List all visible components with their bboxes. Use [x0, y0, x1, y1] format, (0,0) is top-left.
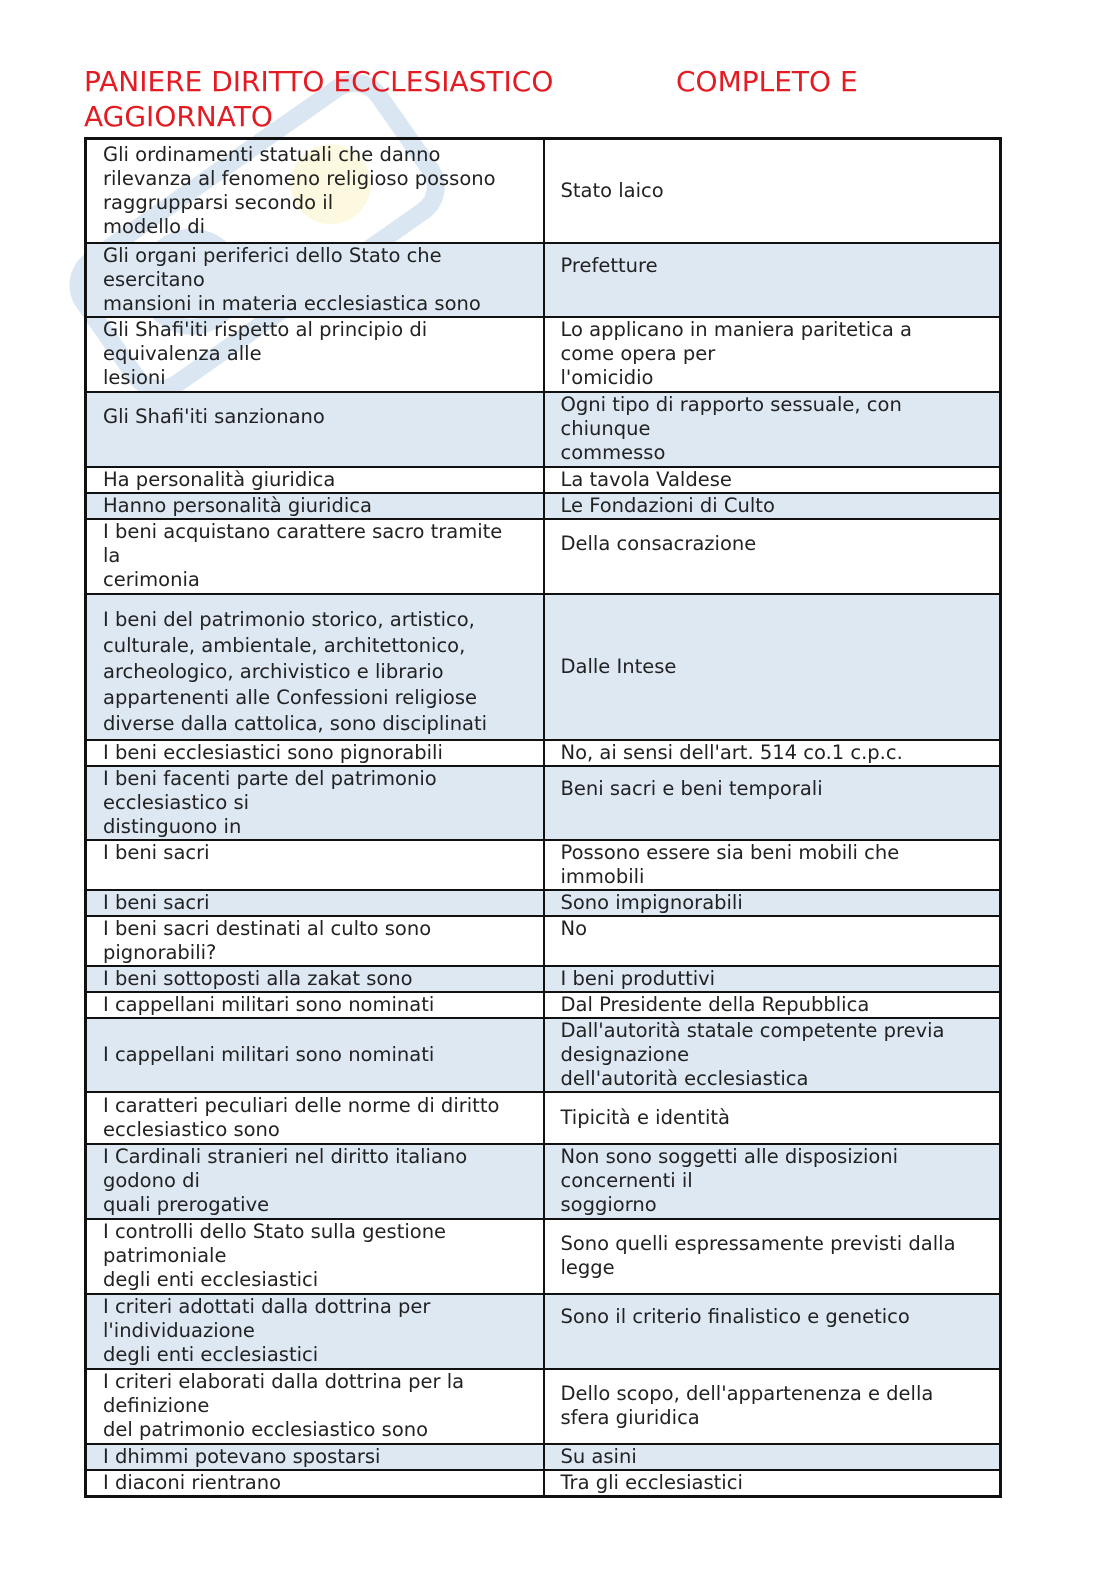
- question-cell: I criteri elaborati dalla dottrina per la definizione del patrimonio ecclesiastico sono: [86, 1369, 544, 1444]
- question-cell: I beni acquistano carattere sacro tramite la cerimonia: [86, 519, 544, 594]
- table-row: [86, 1444, 1001, 1470]
- question-cell: I diaconi rientrano: [86, 1470, 544, 1497]
- table-row: [86, 1144, 1001, 1219]
- answer-cell: Le Fondazioni di Culto: [544, 493, 1001, 519]
- table-row: [86, 916, 1001, 966]
- table-row: [86, 1294, 1001, 1369]
- answer-cell: Dello scopo, dell'appartenenza e della sfera giuridica: [544, 1369, 1001, 1444]
- question-cell: Gli ordinamenti statuali che danno rilevanza al fenomeno religioso possono raggrupparsi secondo il modello di: [86, 139, 544, 243]
- answer-cell: Sono il criterio finalistico e genetico: [544, 1294, 1001, 1369]
- table-row: [86, 890, 1001, 916]
- table-row: [86, 840, 1001, 890]
- answer-cell: Sono quelli espressamente previsti dalla legge: [544, 1219, 1001, 1294]
- table-row: [86, 467, 1001, 493]
- table-row: [86, 243, 1001, 317]
- title-part-3: AGGIORNATO: [84, 100, 273, 133]
- table-row: [86, 493, 1001, 519]
- table-row: [86, 392, 1001, 467]
- answer-cell: Su asini: [544, 1444, 1001, 1470]
- answer-cell: No, ai sensi dell'art. 514 co.1 c.p.c.: [544, 740, 1001, 766]
- answer-cell: Stato laico: [544, 139, 1001, 243]
- answer-cell: Dal Presidente della Repubblica: [544, 992, 1001, 1018]
- question-cell: I Cardinali stranieri nel diritto italiano godono di quali prerogative: [86, 1144, 544, 1219]
- question-cell: I beni del patrimonio storico, artistico, culturale, ambientale, architettonico, archeologico, archivistico e librario appartenenti alle Confessioni religiose diverse dalla cattolica, sono disciplinati: [86, 594, 544, 740]
- title-part-2: COMPLETO E: [676, 65, 858, 98]
- table-row: [86, 317, 1001, 392]
- question-cell: Gli Shafi'iti rispetto al principio di equivalenza alle lesioni: [86, 317, 544, 392]
- answer-cell: I beni produttivi: [544, 966, 1001, 992]
- answer-cell: No: [544, 916, 1001, 966]
- question-cell: Gli organi periferici dello Stato che esercitano mansioni in materia ecclesiastica sono: [86, 243, 544, 317]
- qa-table: [84, 137, 1002, 1498]
- question-cell: Hanno personalità giuridica: [86, 493, 544, 519]
- table-row: [86, 992, 1001, 1018]
- table-row: [86, 1092, 1001, 1144]
- answer-cell: Non sono soggetti alle disposizioni concernenti il soggiorno: [544, 1144, 1001, 1219]
- question-cell: I criteri adottati dalla dottrina per l'individuazione degli enti ecclesiastici: [86, 1294, 544, 1369]
- table-row: [86, 966, 1001, 992]
- question-cell: I beni sacri: [86, 840, 544, 890]
- question-cell: I beni facenti parte del patrimonio ecclesiastico si distinguono in: [86, 766, 544, 840]
- title-part-1: PANIERE DIRITTO ECCLESIASTICO: [84, 65, 554, 98]
- answer-cell: Tra gli ecclesiastici: [544, 1470, 1001, 1497]
- answer-cell: Ogni tipo di rapporto sessuale, con chiunque commesso: [544, 392, 1001, 467]
- question-cell: I dhimmi potevano spostarsi: [86, 1444, 544, 1470]
- question-cell: I beni sacri destinati al culto sono pignorabili?: [86, 916, 544, 966]
- question-cell: I beni sottoposti alla zakat sono: [86, 966, 544, 992]
- table-row: [86, 1219, 1001, 1294]
- table-row: [86, 1018, 1001, 1092]
- answer-cell: Della consacrazione: [544, 519, 1001, 594]
- answer-cell: Dall'autorità statale competente previa designazione dell'autorità ecclesiastica: [544, 1018, 1001, 1092]
- table-row: [86, 1470, 1001, 1497]
- answer-cell: Tipicità e identità: [544, 1092, 1001, 1144]
- question-cell: I beni sacri: [86, 890, 544, 916]
- answer-cell: Possono essere sia beni mobili che immobili: [544, 840, 1001, 890]
- answer-cell: Beni sacri e beni temporali: [544, 766, 1001, 840]
- document-title: [84, 64, 984, 134]
- answer-cell: Prefetture: [544, 243, 1001, 317]
- answer-cell: Sono impignorabili: [544, 890, 1001, 916]
- table-row: [86, 139, 1001, 243]
- table-row: [86, 1369, 1001, 1444]
- question-cell: Ha personalità giuridica: [86, 467, 544, 493]
- question-cell: I beni ecclesiastici sono pignorabili: [86, 740, 544, 766]
- answer-cell: La tavola Valdese: [544, 467, 1001, 493]
- answer-cell: Dalle Intese: [544, 594, 1001, 740]
- question-cell: I controlli dello Stato sulla gestione patrimoniale degli enti ecclesiastici: [86, 1219, 544, 1294]
- table-row: [86, 519, 1001, 594]
- question-cell: I cappellani militari sono nominati: [86, 1018, 544, 1092]
- table-row: [86, 594, 1001, 740]
- table-row: [86, 766, 1001, 840]
- answer-cell: Lo applicano in maniera paritetica a come opera per l'omicidio: [544, 317, 1001, 392]
- question-cell: Gli Shafi'iti sanzionano: [86, 392, 544, 467]
- question-cell: I caratteri peculiari delle norme di diritto ecclesiastico sono: [86, 1092, 544, 1144]
- table-row: [86, 740, 1001, 766]
- question-cell: I cappellani militari sono nominati: [86, 992, 544, 1018]
